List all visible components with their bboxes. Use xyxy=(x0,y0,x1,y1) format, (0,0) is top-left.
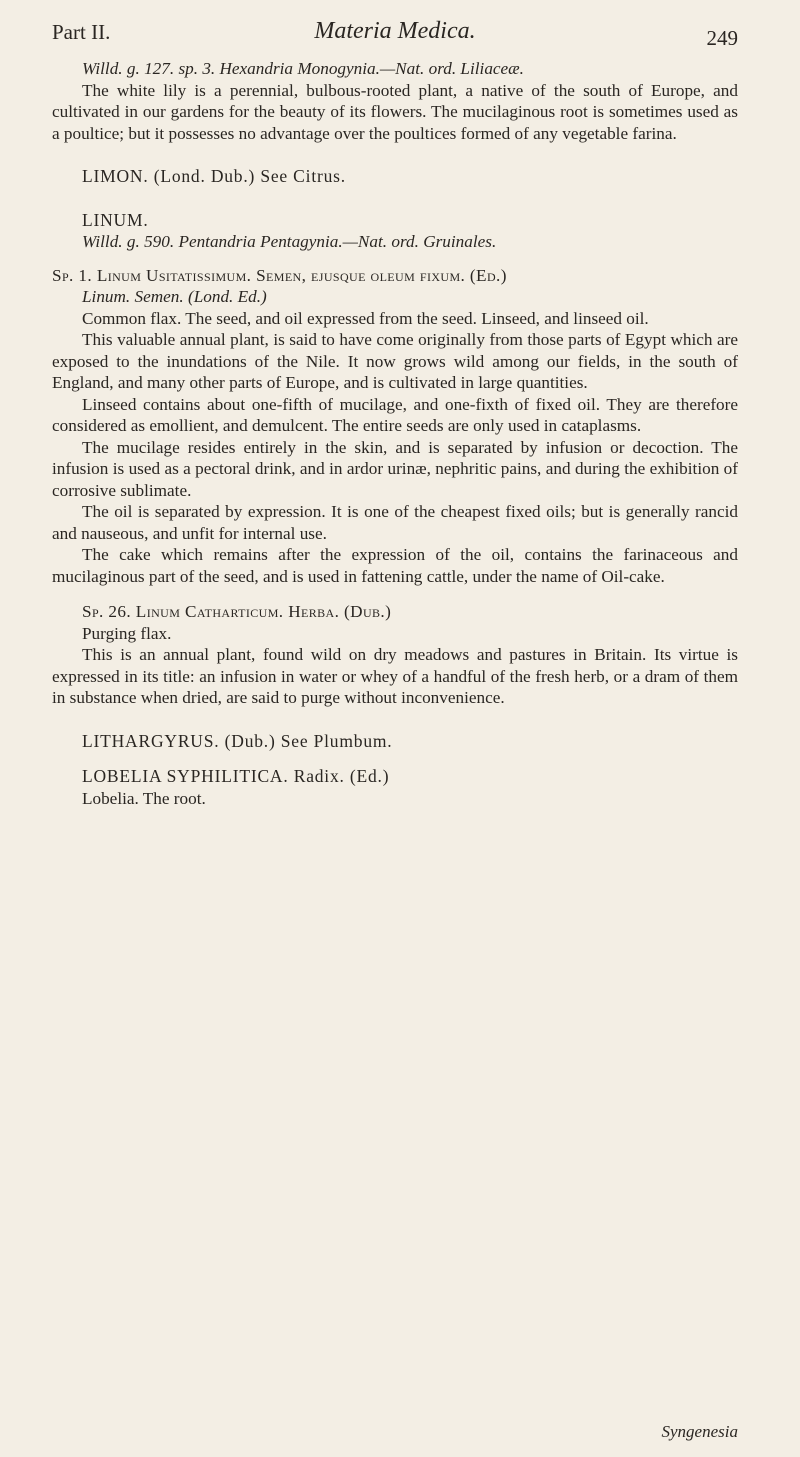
lily-classification: Willd. g. 127. sp. 3. Hexandria Monogynia.—Nat. ord. Liliaceæ. xyxy=(82,59,524,78)
running-header xyxy=(52,12,738,52)
linum-title: LINUM. xyxy=(82,209,149,230)
page-body xyxy=(52,58,738,809)
part-label: Part II. xyxy=(52,20,111,44)
linum-paragraph-6: This is an annual plant, found wild on dry meadows and pastures in Britain. Its virtue is expressed in its title: an infusion in water or whey of a handful of the fresh herb, or a dram of them in substance when dried, are said to purge without inconvenience. xyxy=(52,645,738,707)
linum-sp1-lond: Linum. Semen. (Lond. Ed.) xyxy=(82,287,267,306)
linum-paragraph-4: The oil is separated by expression. It is one of the cheapest fixed oils; but is generally rancid and nauseous, and unfit for internal use. xyxy=(52,502,738,543)
limon-entry: LIMON. (Lond. Dub.) See Citrus. xyxy=(82,166,346,186)
linum-paragraph-2: Linseed contains about one-fifth of mucilage, and one-fixth of fixed oil. They are therefore considered as emollient, and demulcent. The entire seeds are only used in cataplasms. xyxy=(52,394,738,435)
lithargyrus-entry: LITHARGYRUS. (Dub.) See Plumbum. xyxy=(82,730,393,751)
lobelia-header: LOBELIA SYPHILITICA. Radix. (Ed.) xyxy=(82,766,390,786)
running-title: Materia Medica. xyxy=(314,18,476,44)
page-number: 249 xyxy=(706,26,738,50)
linum-paragraph-1: This valuable annual plant, is said to have come originally from those parts of Egypt which are exposed to the inundations of the Nile. It now grows wild among our fields, in the south of England, and many other parts of Europe, and is cultivated in large quantities. xyxy=(52,330,738,392)
linum-sp26-header: Sp. 26. Linum Catharticum. Herba. (Dub.) xyxy=(82,602,392,621)
linum-classification: Willd. g. 590. Pentandria Pentagynia.—Nat. ord. Gruinales. xyxy=(82,232,497,251)
linum-sp1-header: Sp. 1. Linum Usitatissimum. Semen, ejusque oleum fixum. (Ed.) xyxy=(52,265,507,285)
linum-sp1-common: Common flax. The seed, and oil expressed from the seed. Linseed, and linseed oil. xyxy=(82,308,649,328)
linum-paragraph-5: The cake which remains after the expression of the oil, contains the farinaceous and mucilaginous part of the seed, and is used in fattening cattle, under the name of Oil-cake. xyxy=(52,545,738,586)
catchword: Syngenesia xyxy=(661,1422,738,1441)
linum-sp26-common: Purging flax. xyxy=(82,623,172,643)
lobelia-common: Lobelia. The root. xyxy=(82,788,206,808)
linum-paragraph-3: The mucilage resides entirely in the skin, and is separated by infusion or decoction. The infusion is used as a pectoral drink, and in ardor urinæ, nephritic pains, and during the exhibition of corrosive sublimate. xyxy=(52,437,738,500)
lily-description: The white lily is a perennial, bulbous-rooted plant, a native of the south of Europe, and cultivated in our gardens for the beauty of its flowers. The mucilaginous root is sometimes used as a poultice; but it possesses no advantage over the poultices formed of any vegetable farina. xyxy=(52,80,738,143)
